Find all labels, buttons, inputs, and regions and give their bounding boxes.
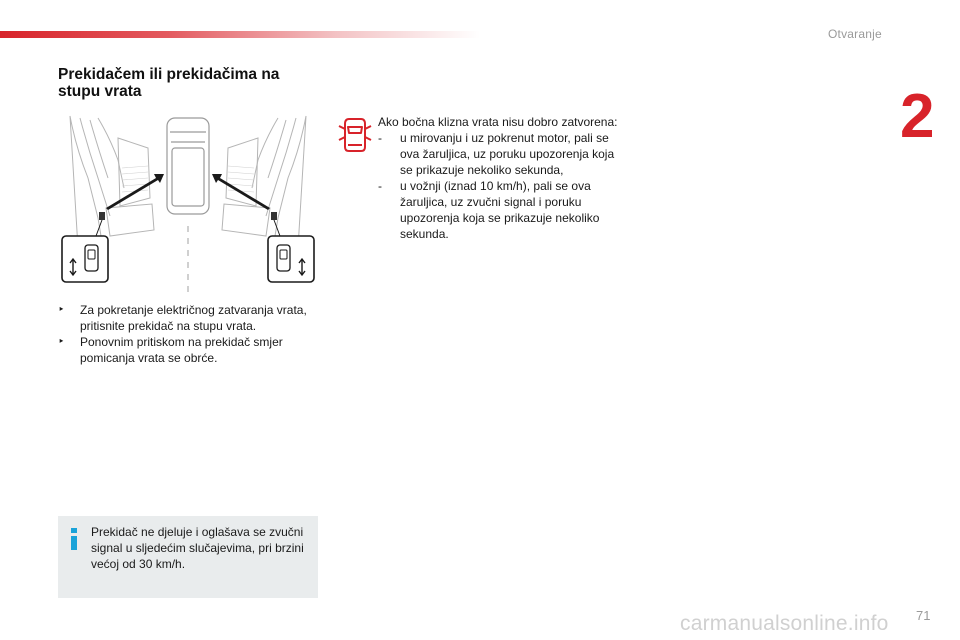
info-icon bbox=[68, 528, 80, 550]
info-text: Prekidač ne djeluje i oglašava se zvučni signal u sljedećim slučajevima, pri brzini većoj od 30 km/h. bbox=[91, 525, 304, 571]
warning-list bbox=[378, 130, 618, 242]
instruction-text: Ponovnim pritiskom na prekidač smjer pomicanja vrata se obrće. bbox=[80, 335, 283, 365]
instruction-item bbox=[58, 334, 328, 366]
bullet-mark: ‣ bbox=[58, 336, 65, 348]
page-heading: Prekidačem ili prekidačima na stupu vrata bbox=[58, 66, 280, 100]
chapter-number: 2 bbox=[900, 82, 935, 151]
warning-item-text: u mirovanju i uz pokrenut motor, pali se ova žaruljica, uz poruku upozorenja koja se prikazuje nekoliko sekunda, bbox=[400, 131, 615, 177]
header-accent-bar bbox=[0, 31, 480, 38]
warning-item-text: u vožnji (iznad 10 km/h), pali se ova žaruljica, uz zvučni signal i poruku upozorenja koja se prikazuje nekoliko sekunda. bbox=[400, 179, 600, 241]
page-number: 71 bbox=[916, 608, 931, 623]
bullet-mark: ‣ bbox=[58, 304, 65, 316]
warning-block bbox=[378, 114, 618, 242]
open-door-warning-icon bbox=[337, 115, 373, 155]
door-switch-illustration bbox=[58, 108, 318, 298]
info-box bbox=[58, 516, 318, 598]
dash-mark: - bbox=[378, 131, 382, 145]
section-label: Otvaranje bbox=[828, 27, 882, 41]
instruction-list bbox=[58, 302, 328, 366]
instruction-text: Za pokretanje električnog zatvaranja vrata, pritisnite prekidač na stupu vrata. bbox=[80, 303, 307, 333]
warning-item bbox=[378, 130, 618, 178]
warning-item bbox=[378, 178, 618, 242]
warning-intro: Ako bočna klizna vrata nisu dobro zatvorena: bbox=[378, 115, 618, 129]
watermark: carmanualsonline.info bbox=[680, 612, 889, 635]
instruction-item bbox=[58, 302, 328, 334]
dash-mark: - bbox=[378, 179, 382, 193]
